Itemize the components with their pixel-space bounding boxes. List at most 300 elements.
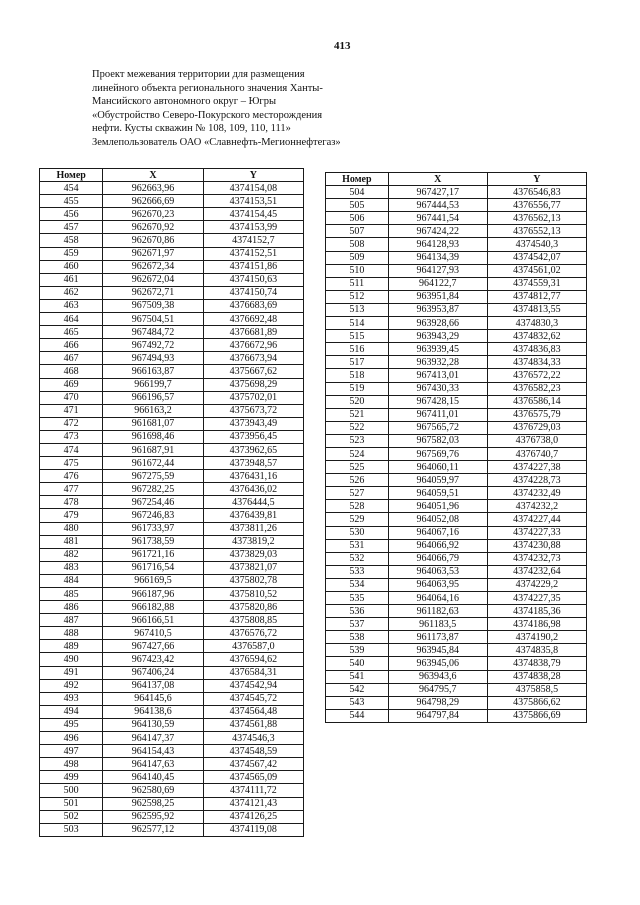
point-number-cell: 476 — [40, 470, 103, 483]
point-number-cell: 471 — [40, 404, 103, 417]
x-coordinate-cell: 961738,59 — [103, 535, 203, 548]
point-number-cell: 504 — [326, 186, 389, 199]
table-row — [326, 513, 587, 526]
point-number-cell: 529 — [326, 513, 389, 526]
point-number-cell: 475 — [40, 457, 103, 470]
x-coordinate-cell: 961672,44 — [103, 457, 203, 470]
x-coordinate-cell: 967444,53 — [388, 199, 487, 212]
y-coordinate-cell: 4376683,69 — [203, 299, 303, 312]
table-row — [40, 771, 304, 784]
y-coordinate-cell: 4375810,52 — [203, 588, 303, 601]
table-row — [40, 221, 304, 234]
table-row — [40, 640, 304, 653]
x-coordinate-cell: 967428,15 — [388, 395, 487, 408]
table-row — [326, 709, 587, 722]
point-number-cell: 541 — [326, 670, 389, 683]
point-number-cell: 474 — [40, 443, 103, 456]
table-row — [40, 378, 304, 391]
x-coordinate-cell: 962672,04 — [103, 273, 203, 286]
y-coordinate-cell: 4375667,62 — [203, 365, 303, 378]
point-number-cell: 518 — [326, 369, 389, 382]
y-coordinate-cell: 4374119,08 — [203, 823, 303, 836]
table-row — [40, 705, 304, 718]
point-number-cell: 509 — [326, 251, 389, 264]
x-coordinate-cell: 962577,12 — [103, 823, 203, 836]
x-coordinate-cell: 963953,87 — [388, 303, 487, 316]
table-row — [40, 535, 304, 548]
x-coordinate-cell: 966163,87 — [103, 365, 203, 378]
y-coordinate-cell: 4374546,3 — [203, 732, 303, 745]
x-coordinate-cell: 966163,2 — [103, 404, 203, 417]
y-coordinate-cell: 4374834,33 — [487, 356, 586, 369]
table-row — [40, 339, 304, 352]
table-row — [40, 509, 304, 522]
x-coordinate-cell: 962672,34 — [103, 260, 203, 273]
table-row — [40, 417, 304, 430]
x-coordinate-cell: 961182,63 — [388, 605, 487, 618]
table-row — [40, 470, 304, 483]
point-number-cell: 478 — [40, 496, 103, 509]
document-heading — [92, 68, 392, 150]
y-coordinate-cell: 4376575,79 — [487, 408, 586, 421]
x-coordinate-cell: 961716,54 — [103, 561, 203, 574]
point-number-cell: 528 — [326, 500, 389, 513]
y-coordinate-cell: 4374835,8 — [487, 644, 586, 657]
y-coordinate-cell: 4374542,07 — [487, 251, 586, 264]
x-coordinate-cell: 962672,71 — [103, 286, 203, 299]
point-number-cell: 521 — [326, 408, 389, 421]
y-coordinate-cell: 4376556,77 — [487, 199, 586, 212]
point-number-cell: 488 — [40, 627, 103, 640]
y-coordinate-cell: 4374232,49 — [487, 487, 586, 500]
x-coordinate-cell: 963951,84 — [388, 290, 487, 303]
y-coordinate-cell: 4374121,43 — [203, 797, 303, 810]
point-number-cell: 508 — [326, 238, 389, 251]
table-row — [40, 797, 304, 810]
y-coordinate-cell: 4375820,86 — [203, 601, 303, 614]
table-header-row — [326, 173, 587, 186]
point-number-cell: 500 — [40, 784, 103, 797]
point-number-cell: 482 — [40, 548, 103, 561]
point-number-cell: 510 — [326, 264, 389, 277]
table-row — [40, 522, 304, 535]
x-coordinate-cell: 961183,5 — [388, 618, 487, 631]
y-coordinate-cell: 4376582,23 — [487, 382, 586, 395]
point-number-cell: 468 — [40, 365, 103, 378]
x-coordinate-cell: 967427,66 — [103, 640, 203, 653]
point-number-cell: 524 — [326, 447, 389, 460]
table-row — [40, 443, 304, 456]
point-number-cell: 479 — [40, 509, 103, 522]
column-header-x: X — [103, 169, 203, 182]
y-coordinate-cell: 4374150,63 — [203, 273, 303, 286]
table-row — [326, 317, 587, 330]
table-row — [326, 592, 587, 605]
point-number-cell: 534 — [326, 578, 389, 591]
table-row — [40, 784, 304, 797]
table-row — [326, 618, 587, 631]
table-row — [40, 692, 304, 705]
point-number-cell: 473 — [40, 430, 103, 443]
x-coordinate-cell: 966182,88 — [103, 601, 203, 614]
x-coordinate-cell: 967410,5 — [103, 627, 203, 640]
y-coordinate-cell: 4374836,83 — [487, 343, 586, 356]
table-row — [40, 718, 304, 731]
x-coordinate-cell: 967492,72 — [103, 339, 203, 352]
y-coordinate-cell: 4374186,98 — [487, 618, 586, 631]
table-row — [40, 561, 304, 574]
x-coordinate-cell: 967275,59 — [103, 470, 203, 483]
coordinates-table-left — [39, 168, 304, 837]
y-coordinate-cell: 4374154,45 — [203, 208, 303, 221]
y-coordinate-cell: 4374227,35 — [487, 592, 586, 605]
table-row — [40, 548, 304, 561]
y-coordinate-cell: 4376439,81 — [203, 509, 303, 522]
point-number-cell: 490 — [40, 653, 103, 666]
point-number-cell: 538 — [326, 631, 389, 644]
x-coordinate-cell: 964052,08 — [388, 513, 487, 526]
heading-line: Проект межевания территории для размещения — [92, 69, 305, 80]
x-coordinate-cell: 963943,6 — [388, 670, 487, 683]
point-number-cell: 465 — [40, 326, 103, 339]
y-coordinate-cell: 4375673,72 — [203, 404, 303, 417]
x-coordinate-cell: 966169,5 — [103, 574, 203, 587]
heading-line: Мансийского автономного округ – Югры — [92, 96, 276, 108]
point-number-cell: 496 — [40, 732, 103, 745]
table-row — [40, 627, 304, 640]
table-row — [40, 260, 304, 273]
x-coordinate-cell: 964051,96 — [388, 500, 487, 513]
table-row — [40, 483, 304, 496]
point-number-cell: 491 — [40, 666, 103, 679]
table-row — [326, 212, 587, 225]
point-number-cell: 522 — [326, 421, 389, 434]
y-coordinate-cell: 4376436,02 — [203, 483, 303, 496]
table-row — [40, 574, 304, 587]
table-row — [326, 539, 587, 552]
table-row — [40, 758, 304, 771]
table-row — [326, 565, 587, 578]
table-body-left — [40, 182, 304, 837]
point-number-cell: 454 — [40, 182, 103, 195]
y-coordinate-cell: 4373821,07 — [203, 561, 303, 574]
table-row — [40, 313, 304, 326]
point-number-cell: 493 — [40, 692, 103, 705]
x-coordinate-cell: 962666,69 — [103, 195, 203, 208]
y-coordinate-cell: 4375808,85 — [203, 614, 303, 627]
table-row — [40, 601, 304, 614]
point-number-cell: 525 — [326, 461, 389, 474]
table-row — [326, 552, 587, 565]
table-row — [326, 369, 587, 382]
table-row — [326, 186, 587, 199]
y-coordinate-cell: 4374227,33 — [487, 526, 586, 539]
y-coordinate-cell: 4374232,2 — [487, 500, 586, 513]
table-row — [40, 391, 304, 404]
x-coordinate-cell: 962670,86 — [103, 234, 203, 247]
x-coordinate-cell: 967406,24 — [103, 666, 203, 679]
point-number-cell: 514 — [326, 317, 389, 330]
point-number-cell: 531 — [326, 539, 389, 552]
y-coordinate-cell: 4376587,0 — [203, 640, 303, 653]
y-coordinate-cell: 4375858,5 — [487, 683, 586, 696]
heading-line: «Обустройство Северо-Покурского месторождения — [92, 109, 323, 121]
point-number-cell: 511 — [326, 277, 389, 290]
y-coordinate-cell: 4374567,42 — [203, 758, 303, 771]
x-coordinate-cell: 962670,23 — [103, 208, 203, 221]
y-coordinate-cell: 4374232,73 — [487, 552, 586, 565]
y-coordinate-cell: 4374542,94 — [203, 679, 303, 692]
coordinates-table-right — [325, 172, 587, 723]
x-coordinate-cell: 964060,11 — [388, 461, 487, 474]
y-coordinate-cell: 4373811,26 — [203, 522, 303, 535]
heading-line: Землепользователь ОАО «Славнефть-Мегионнефтегаз» — [92, 136, 341, 148]
point-number-cell: 530 — [326, 526, 389, 539]
table-row — [326, 526, 587, 539]
point-number-cell: 484 — [40, 574, 103, 587]
table-row — [326, 199, 587, 212]
y-coordinate-cell: 4374190,2 — [487, 631, 586, 644]
y-coordinate-cell: 4376552,13 — [487, 225, 586, 238]
y-coordinate-cell: 4374561,02 — [487, 264, 586, 277]
point-number-cell: 455 — [40, 195, 103, 208]
point-number-cell: 539 — [326, 644, 389, 657]
y-coordinate-cell: 4374126,25 — [203, 810, 303, 823]
table-row — [326, 277, 587, 290]
table-row — [40, 745, 304, 758]
x-coordinate-cell: 967423,42 — [103, 653, 203, 666]
x-coordinate-cell: 967509,38 — [103, 299, 203, 312]
point-number-cell: 469 — [40, 378, 103, 391]
x-coordinate-cell: 964122,7 — [388, 277, 487, 290]
x-coordinate-cell: 964066,92 — [388, 539, 487, 552]
y-coordinate-cell: 4374832,62 — [487, 330, 586, 343]
column-header-number: Номер — [40, 169, 103, 182]
x-coordinate-cell: 967494,93 — [103, 352, 203, 365]
point-number-cell: 503 — [40, 823, 103, 836]
column-header-number: Номер — [326, 173, 389, 186]
x-coordinate-cell: 967246,83 — [103, 509, 203, 522]
table-row — [326, 578, 587, 591]
point-number-cell: 502 — [40, 810, 103, 823]
point-number-cell: 517 — [326, 356, 389, 369]
y-coordinate-cell: 4373819,2 — [203, 535, 303, 548]
table-row — [326, 408, 587, 421]
x-coordinate-cell: 963928,66 — [388, 317, 487, 330]
x-coordinate-cell: 963943,29 — [388, 330, 487, 343]
y-coordinate-cell: 4376584,31 — [203, 666, 303, 679]
x-coordinate-cell: 963932,28 — [388, 356, 487, 369]
table-row — [40, 365, 304, 378]
x-coordinate-cell: 964154,43 — [103, 745, 203, 758]
y-coordinate-cell: 4376681,89 — [203, 326, 303, 339]
table-row — [40, 299, 304, 312]
y-coordinate-cell: 4373948,57 — [203, 457, 303, 470]
y-coordinate-cell: 4376729,03 — [487, 421, 586, 434]
y-coordinate-cell: 4374559,31 — [487, 277, 586, 290]
point-number-cell: 523 — [326, 434, 389, 447]
x-coordinate-cell: 962598,25 — [103, 797, 203, 810]
table-row — [40, 732, 304, 745]
x-coordinate-cell: 964138,6 — [103, 705, 203, 718]
table-row — [326, 330, 587, 343]
x-coordinate-cell: 967413,01 — [388, 369, 487, 382]
point-number-cell: 544 — [326, 709, 389, 722]
x-coordinate-cell: 964134,39 — [388, 251, 487, 264]
table-row — [326, 303, 587, 316]
y-coordinate-cell: 4374838,79 — [487, 657, 586, 670]
x-coordinate-cell: 961681,07 — [103, 417, 203, 430]
y-coordinate-cell: 4376692,48 — [203, 313, 303, 326]
table-row — [326, 238, 587, 251]
table-row — [326, 657, 587, 670]
table-row — [326, 356, 587, 369]
y-coordinate-cell: 4374227,44 — [487, 513, 586, 526]
table-row — [40, 352, 304, 365]
x-coordinate-cell: 967424,22 — [388, 225, 487, 238]
point-number-cell: 463 — [40, 299, 103, 312]
x-coordinate-cell: 964063,53 — [388, 565, 487, 578]
point-number-cell: 527 — [326, 487, 389, 500]
point-number-cell: 497 — [40, 745, 103, 758]
x-coordinate-cell: 967582,03 — [388, 434, 487, 447]
y-coordinate-cell: 4376431,16 — [203, 470, 303, 483]
x-coordinate-cell: 961733,97 — [103, 522, 203, 535]
point-number-cell: 513 — [326, 303, 389, 316]
table-row — [40, 823, 304, 836]
y-coordinate-cell: 4376738,0 — [487, 434, 586, 447]
x-coordinate-cell: 967430,33 — [388, 382, 487, 395]
x-coordinate-cell: 963945,84 — [388, 644, 487, 657]
y-coordinate-cell: 4376562,13 — [487, 212, 586, 225]
table-row — [326, 644, 587, 657]
table-header-row — [40, 169, 304, 182]
point-number-cell: 515 — [326, 330, 389, 343]
column-header-x: X — [388, 173, 487, 186]
point-number-cell: 466 — [40, 339, 103, 352]
y-coordinate-cell: 4376672,96 — [203, 339, 303, 352]
point-number-cell: 537 — [326, 618, 389, 631]
y-coordinate-cell: 4374152,7 — [203, 234, 303, 247]
table-row — [40, 653, 304, 666]
y-coordinate-cell: 4374228,73 — [487, 474, 586, 487]
x-coordinate-cell: 964797,84 — [388, 709, 487, 722]
y-coordinate-cell: 4373829,03 — [203, 548, 303, 561]
x-coordinate-cell: 964147,37 — [103, 732, 203, 745]
x-coordinate-cell: 967254,46 — [103, 496, 203, 509]
x-coordinate-cell: 962671,97 — [103, 247, 203, 260]
point-number-cell: 506 — [326, 212, 389, 225]
x-coordinate-cell: 967427,17 — [388, 186, 487, 199]
table-row — [40, 234, 304, 247]
point-number-cell: 487 — [40, 614, 103, 627]
x-coordinate-cell: 967411,01 — [388, 408, 487, 421]
point-number-cell: 459 — [40, 247, 103, 260]
x-coordinate-cell: 961687,91 — [103, 443, 203, 456]
x-coordinate-cell: 961721,16 — [103, 548, 203, 561]
point-number-cell: 533 — [326, 565, 389, 578]
y-coordinate-cell: 4374153,51 — [203, 195, 303, 208]
x-coordinate-cell: 964063,95 — [388, 578, 487, 591]
table-row — [326, 225, 587, 238]
y-coordinate-cell: 4374227,38 — [487, 461, 586, 474]
point-number-cell: 492 — [40, 679, 103, 692]
table-row — [326, 290, 587, 303]
x-coordinate-cell: 967565,72 — [388, 421, 487, 434]
point-number-cell: 516 — [326, 343, 389, 356]
y-coordinate-cell: 4374152,51 — [203, 247, 303, 260]
y-coordinate-cell: 4374232,64 — [487, 565, 586, 578]
point-number-cell: 464 — [40, 313, 103, 326]
point-number-cell: 456 — [40, 208, 103, 221]
x-coordinate-cell: 966199,7 — [103, 378, 203, 391]
heading-line: линейного объекта регионального значения Ханты- — [92, 82, 323, 94]
point-number-cell: 519 — [326, 382, 389, 395]
x-coordinate-cell: 964795,7 — [388, 683, 487, 696]
y-coordinate-cell: 4375802,78 — [203, 574, 303, 587]
point-number-cell: 507 — [326, 225, 389, 238]
point-number-cell: 470 — [40, 391, 103, 404]
y-coordinate-cell: 4376586,14 — [487, 395, 586, 408]
point-number-cell: 536 — [326, 605, 389, 618]
x-coordinate-cell: 966187,96 — [103, 588, 203, 601]
table-row — [40, 182, 304, 195]
x-coordinate-cell: 963945,06 — [388, 657, 487, 670]
table-row — [40, 679, 304, 692]
y-coordinate-cell: 4374812,77 — [487, 290, 586, 303]
point-number-cell: 467 — [40, 352, 103, 365]
table-row — [326, 395, 587, 408]
point-number-cell: 458 — [40, 234, 103, 247]
point-number-cell: 477 — [40, 483, 103, 496]
table-row — [40, 430, 304, 443]
y-coordinate-cell: 4374838,28 — [487, 670, 586, 683]
y-coordinate-cell: 4376594,62 — [203, 653, 303, 666]
x-coordinate-cell: 964140,45 — [103, 771, 203, 784]
y-coordinate-cell: 4376740,7 — [487, 447, 586, 460]
table-row — [40, 404, 304, 417]
table-row — [326, 421, 587, 434]
x-coordinate-cell: 967504,51 — [103, 313, 203, 326]
point-number-cell: 532 — [326, 552, 389, 565]
y-coordinate-cell: 4373962,65 — [203, 443, 303, 456]
table-row — [40, 588, 304, 601]
table-row — [40, 208, 304, 221]
column-header-y: Y — [487, 173, 586, 186]
y-coordinate-cell: 4374151,86 — [203, 260, 303, 273]
table-row — [326, 434, 587, 447]
table-row — [40, 457, 304, 470]
page-number: 413 — [334, 40, 351, 52]
table-row — [326, 487, 587, 500]
y-coordinate-cell: 4374540,3 — [487, 238, 586, 251]
table-row — [326, 696, 587, 709]
point-number-cell: 512 — [326, 290, 389, 303]
x-coordinate-cell: 967441,54 — [388, 212, 487, 225]
y-coordinate-cell: 4376576,72 — [203, 627, 303, 640]
x-coordinate-cell: 964059,97 — [388, 474, 487, 487]
point-number-cell: 526 — [326, 474, 389, 487]
y-coordinate-cell: 4376673,94 — [203, 352, 303, 365]
x-coordinate-cell: 964130,59 — [103, 718, 203, 731]
x-coordinate-cell: 962663,96 — [103, 182, 203, 195]
table-row — [40, 195, 304, 208]
point-number-cell: 505 — [326, 199, 389, 212]
point-number-cell: 489 — [40, 640, 103, 653]
table-row — [326, 474, 587, 487]
x-coordinate-cell: 964128,93 — [388, 238, 487, 251]
x-coordinate-cell: 964137,08 — [103, 679, 203, 692]
